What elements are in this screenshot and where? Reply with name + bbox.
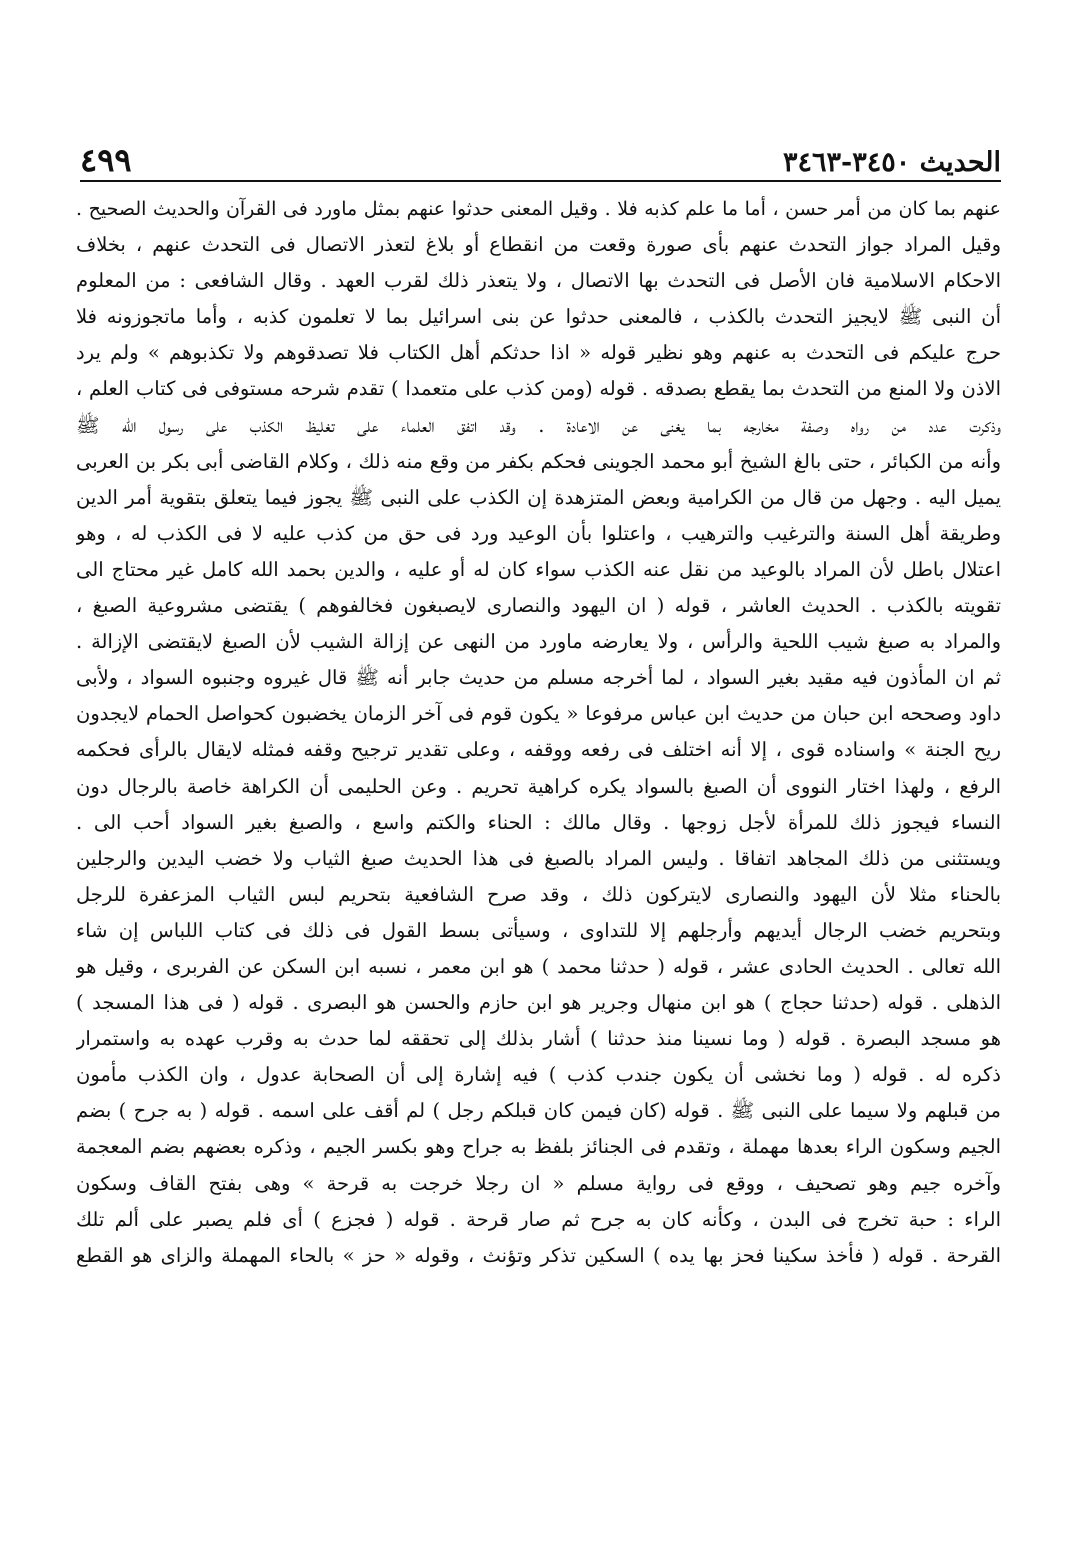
text-line: اعتلال باطل لأن المراد بالوعيد من نقل عنه الكذب سواء كان له أو عليه ، والدين بحمد الله كامل غير محتاج الى <box>76 557 1001 581</box>
text-line: بالحناء مثلا لأن اليهود والنصارى لايتركون ذلك ، وقد صرح الشافعية بتحريم لبس الثياب المزعفرة للرجل <box>76 882 1001 906</box>
text-line: وقيل المراد جواز التحدث عنهم بأى صورة وقعت من انقطاع أو بلاغ لتعذر الاتصال فى التحدث عنهم ، بخلاف <box>76 233 1001 257</box>
page-number: ٤٩٩ <box>80 141 132 179</box>
text-line: وآخره جيم وهو تصحيف ، ووقع فى رواية مسلم « ان رجلا خرجت به قرحة » وهى بفتح القاف وسكون <box>76 1171 1001 1195</box>
text-line: تقويته بالكذب . الحديث العاشر ، قوله ( ان اليهود والنصارى لايصبغون فخالفوهم ) يقتضى مشروعية الصبغ ، <box>76 594 1001 618</box>
text-line: وطريقة أهل السنة والترغيب والترهيب ، واعتلوا بأن الوعيد ورد فى حق من كذب عليه لا فى الكذب له ، وهو <box>76 521 1001 545</box>
text-line: ريح الجنة » واسناده قوى ، إلا أنه اختلف فى رفعه ووقفه ، وعلى تقدير ترجيح وقفه فمثله لايقال بالرأى فحكمه <box>76 738 1001 762</box>
text-line: وأنه من الكبائر ، حتى بالغ الشيخ أبو محمد الجوينى فحكم بكفر من وقع منه ذلك ، وكلام القاضى أبى بكر بن العربى <box>76 449 1001 473</box>
text-line: أن النبى ﷺ لايجيز التحدث بالكذب ، فالمعنى حدثوا عن بنى اسرائيل بما لا تعلمون كذبه ، وأما ماتجوزونه فلا <box>76 305 1001 329</box>
text-line: الجيم وسكون الراء بعدها مهملة ، وتقدم فى الجنائز بلفظ به جراح وهو بكسر الجيم ، وذكره بعضهم بضم المعجمة <box>76 1135 1001 1159</box>
text-line: ثم ان المأذون فيه مقيد بغير السواد ، لما أخرجه مسلم من حديث جابر أنه ﷺ قال غيروه وجنبوه السواد ، ولأبى <box>76 666 1001 690</box>
body-text <box>76 191 1001 1274</box>
text-line: الراء : حبة تخرج فى البدن ، وكأنه كان به جرح ثم صار قرحة . قوله ( فجزع ) أى فلم يصبر على ألم تلك <box>76 1207 1001 1231</box>
text-line: حرج عليكم فى التحدث به عنهم وهو نظير قوله « اذا حدثكم أهل الكتاب فلا تصدقوهم ولا تكذبوهم » ولم يرد <box>76 341 1001 365</box>
text-line: من قبلهم ولا سيما على النبى ﷺ . قوله (كان فيمن كان قبلكم رجل ) لم أقف على اسمه . قوله ( به جرح ) بضم <box>76 1099 1001 1123</box>
text-line: وذكرت عدد من رواه وصفة مخارجه بما يغنى عن الاعادة . وقد اتفق العلماء على تغليظ الكذب على رسول الله ﷺ <box>76 413 1001 437</box>
text-line: داود وصححه ابن حبان من حديث ابن عباس مرفوعا « يكون قوم فى آخر الزمان يخضبون كحواصل الحمام لايجدون <box>76 702 1001 726</box>
text-line: النساء فيجوز ذلك للمرأة لأجل زوجها . وقال مالك : الحناء والكتم واسع ، والصبغ بغير السواد أحب الى . <box>76 810 1001 834</box>
text-line: الله تعالى . الحديث الحادى عشر ، قوله ( حدثنا محمد ) هو ابن معمر ، نسبه ابن السكن عن الفربرى ، وقيل هو <box>76 954 1001 978</box>
text-line: الاذن ولا المنع من التحدث بما يقطع بصدقه . قوله (ومن كذب على متعمدا ) تقدم شرحه مستوفى فى كتاب العلم ، <box>76 377 1001 401</box>
text-line: ويستثنى من ذلك المجاهد اتفاقا . وليس المراد بالصبغ فى هذا الحديث صبغ الثياب ولا خضب اليدين والرجلين <box>76 846 1001 870</box>
text-line: يميل اليه . وجهل من قال من الكرامية وبعض المتزهدة إن الكذب على النبى ﷺ يجوز فيما يتعلق بتقوية أمر الدين <box>76 485 1001 509</box>
text-line: هو مسجد البصرة . قوله ( وما نسينا منذ حدثنا ) أشار بذلك إلى تحققه لما حدث به وقرب عهده به واستمرار <box>76 1027 1001 1051</box>
page-header <box>80 128 1001 182</box>
text-line: والمراد به صبغ شيب اللحية والرأس ، ولا يعارضه ماورد من النهى عن إزالة الشيب لأن الصبغ لايقتضى الإزالة . <box>76 630 1001 654</box>
text-line: وبتحريم خضب الرجال أيديهم وأرجلهم إلا للتداوى ، وسيأتى بسط القول فى ذلك فى كتاب اللباس إن شاء <box>76 918 1001 942</box>
text-line: الاحكام الاسلامية فان الأصل فى التحدث بها الاتصال ، ولا يتعذر ذلك لقرب العهد . وقال الشافعى : من المعلوم <box>76 269 1001 293</box>
text-line: ذكره له . قوله ( وما نخشى أن يكون جندب كذب ) فيه إشارة إلى أن الصحابة عدول ، وان الكذب مأمون <box>76 1063 1001 1087</box>
text-line: الذهلى . قوله (حدثنا حجاج ) هو ابن منهال وجرير هو ابن حازم والحسن هو البصرى . قوله ( فى هذا المسجد ) <box>76 991 1001 1015</box>
running-head: الحديث ٣٤٥٠-٣٤٦٣ <box>782 147 1001 178</box>
text-line: الرفع ، ولهذا اختار النووى أن الصبغ بالسواد يكره كراهية تحريم . وعن الحليمى أن الكراهة خاصة بالرجال دون <box>76 774 1001 798</box>
text-line: القرحة . قوله ( فأخذ سكينا فحز بها يده ) السكين تذكر وتؤنث ، وقوله « حز » بالحاء المهملة والزاى هو القطع <box>76 1243 1001 1267</box>
text-line: عنهم بما كان من أمر حسن ، أما ما علم كذبه فلا . وقيل المعنى حدثوا عنهم بمثل ماورد فى القرآن والحديث الصحيح . <box>76 198 1001 220</box>
